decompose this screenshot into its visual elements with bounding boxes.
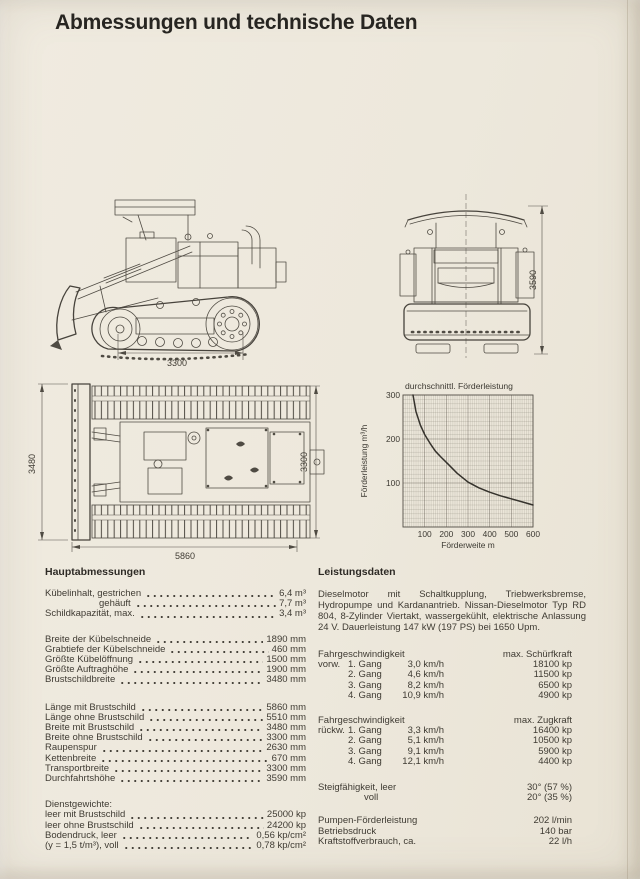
dot-leader: [137, 661, 263, 663]
gear-row: vorw. 1. Gang 3,0 km/h 18100 kp: [318, 659, 572, 671]
dot-leader: [132, 671, 263, 673]
spec-label: Grabtiefe der Kübelschneide: [45, 643, 166, 655]
spec-value: 3590 mm: [266, 773, 306, 785]
spec-value: 5860 mm: [266, 701, 306, 713]
spec-value: 3480 mm: [266, 674, 306, 686]
dot-leader: [147, 739, 264, 741]
spec-value: 1890 mm: [266, 633, 306, 645]
spec-label: Raupenspur: [45, 742, 97, 754]
gear-row: 2. Gang 5,1 km/h 10500 kp: [348, 735, 572, 747]
page-title: Abmessungen und technische Daten: [55, 11, 418, 34]
spec-label: Größte Auftraghöhe: [45, 664, 129, 676]
blade-side: [57, 286, 80, 340]
spec-label: Durchfahrtshöhe: [45, 773, 116, 785]
spec-label: (y = 1,5 t/m³), voll: [45, 840, 119, 852]
side-view-drawing: [40, 182, 340, 374]
gear-row: rückw. 1. Gang 3,3 km/h 16400 kp: [318, 725, 572, 737]
spec-value: 24200 kp: [266, 819, 306, 831]
capacity-group: [45, 589, 306, 620]
gradeability-group: [318, 783, 572, 803]
spec-value: 2630 mm: [266, 742, 306, 754]
spec-label: Breite mit Brustschild: [45, 722, 135, 734]
dot-leader: [138, 827, 264, 829]
spec-value: 25000 kp: [266, 809, 306, 821]
x-tick-label: 300: [461, 529, 475, 539]
machine-body-top: [92, 422, 324, 502]
spec-value: 3300 mm: [266, 762, 306, 774]
engine-description: Dieselmotor mit Schaltkupplung, Triebwerksbremse, Hydropumpe und Kardanantrieb. Nissan-Dieselmotor Typ RD 804, 8-Zylinder Viertakt, wassergekühlt, elektrische Anlassung 24 V. Dauerleistung 147 kW (197 PS) bei 1650 Upm.: [318, 589, 586, 633]
spec-value: 5510 mm: [266, 711, 306, 723]
dim-label-machine-width: 3300: [299, 451, 309, 473]
dot-leader: [121, 837, 254, 839]
x-tick-label: 400: [482, 529, 497, 539]
spec-value: 3480 mm: [266, 722, 306, 734]
spec-label: Größte Kübelöffnung: [45, 654, 134, 666]
gear-row: 2. Gang 4,6 km/h 11500 kp: [348, 669, 572, 681]
dot-leader: [148, 719, 263, 721]
dot-leader: [140, 709, 264, 711]
chart-y-axis-label: Förderleistung m³/h: [359, 424, 369, 498]
dot-leader: [101, 750, 264, 752]
spec-label: gehäuft: [99, 598, 131, 610]
dot-leader: [129, 817, 264, 819]
spec-value: 7,7 m³: [279, 598, 306, 610]
dimension-3590: [528, 206, 548, 354]
chart-x-axis-label: Förderweite m: [441, 540, 495, 550]
spec-label: Kübelinhalt, gestrichen: [45, 588, 142, 599]
spec-row: Pumpen-Förderleistung 202 l/min: [318, 815, 572, 827]
gear-row: 4. Gang 12,1 km/h 4400 kp: [348, 755, 572, 767]
dim-label-overall-length: 5860: [174, 551, 196, 561]
spec-row: [45, 675, 306, 685]
gear-row: 3. Gang 9,1 km/h 5900 kp: [348, 745, 572, 757]
spec-label: Schildkapazität, max.: [45, 608, 135, 620]
spec-value: 3300 mm: [266, 732, 306, 744]
top-view-drawing: [28, 376, 333, 560]
x-tick-label: 200: [439, 529, 454, 539]
spec-label: Brustschildbreite: [45, 674, 116, 686]
spec-label: Bodendruck, leer: [45, 829, 117, 841]
dot-leader: [113, 770, 263, 772]
spec-value: 6,4 m³: [279, 588, 306, 599]
spec-row: [45, 841, 306, 851]
dot-leader: [169, 651, 268, 653]
dot-leader: [155, 641, 263, 643]
spec-value: 670 mm: [271, 752, 306, 764]
section-heading-hauptabmessungen: Hauptabmessungen: [45, 566, 146, 578]
spec-value: 460 mm: [271, 643, 306, 655]
dim-label-track-length: 3300: [166, 358, 188, 368]
spec-row: [45, 589, 306, 599]
machine-dimensions-group: [45, 703, 306, 785]
front-view-drawing: [388, 186, 578, 366]
spec-label: Länge mit Brustschild: [45, 701, 136, 713]
gear-row: 4. Gang 10,9 km/h 4900 kp: [348, 689, 572, 701]
conveying-capacity-chart: [352, 378, 636, 552]
spec-label: Transportbreite: [45, 762, 110, 774]
chart-title: durchschnittl. Förderleistung: [405, 381, 513, 391]
spec-value: 3,4 m³: [279, 608, 306, 620]
spec-value: 0,78 kp/cm²: [256, 840, 306, 852]
performance-data-section: [318, 566, 586, 847]
y-tick-label: 300: [386, 390, 400, 400]
spec-row: [45, 774, 306, 784]
dot-leader: [135, 605, 276, 607]
dot-leader: [119, 682, 263, 684]
dot-leader: [123, 847, 254, 849]
spec-row: Betriebsdruck 140 bar: [318, 825, 572, 837]
spec-label: leer ohne Brustschild: [45, 819, 134, 831]
blade-front: [404, 304, 530, 340]
blade-top: [72, 384, 90, 540]
y-tick-label: 200: [386, 434, 400, 444]
track-band-bottom: [92, 505, 310, 538]
header-right: max. Zugkraft: [513, 715, 572, 727]
dot-leader: [145, 595, 276, 597]
dimension-3480: [27, 384, 68, 540]
y-tick-label: 100: [386, 478, 400, 488]
spec-label: Breite ohne Brustschild: [45, 732, 143, 744]
spec-row: Kraftstoffverbrauch, ca. 22 l/h: [318, 835, 572, 847]
track-band-top: [92, 386, 310, 419]
dot-leader: [100, 760, 268, 762]
weights-heading: Dienstgewichte:: [45, 799, 113, 811]
bucket-dimensions-group: [45, 635, 306, 686]
dimension-5860: [72, 540, 297, 561]
main-dimensions-section: [45, 566, 306, 851]
track-assembly: [92, 297, 259, 351]
dim-label-blade-width: 3480: [27, 453, 37, 475]
spec-value: 0,56 kp/cm²: [256, 829, 306, 841]
spec-label: Länge ohne Brustschild: [45, 711, 145, 723]
dot-leader: [139, 616, 276, 618]
reverse-speeds-table: [318, 716, 572, 767]
spec-label: leer mit Brustschild: [45, 809, 126, 821]
header-right: max. Schürfkraft: [502, 649, 572, 660]
dot-leader: [138, 729, 263, 731]
dot-leader: [119, 780, 263, 782]
spec-row: Steigfähigkeit, leer 30° (57 %): [318, 782, 572, 794]
service-weights-group: [45, 800, 306, 851]
spec-value: 1500 mm: [266, 654, 306, 666]
spec-value: 1900 mm: [266, 664, 306, 676]
header-left: Fahrgeschwindigkeit: [318, 715, 405, 727]
x-tick-label: 600: [526, 529, 540, 539]
gear-row: 3. Gang 8,2 km/h 6500 kp: [348, 679, 572, 691]
spec-label: Kettenbreite: [45, 752, 97, 764]
spec-row: voll 20° (35 %): [364, 792, 572, 804]
spec-row: [45, 609, 306, 619]
forward-speeds-table: [318, 650, 572, 701]
x-tick-label: 500: [504, 529, 519, 539]
dim-label-overall-height: 3590: [528, 269, 538, 291]
header-left: Fahrgeschwindigkeit: [318, 649, 405, 660]
section-heading-leistungsdaten: Leistungsdaten: [318, 566, 396, 578]
x-tick-label: 100: [417, 529, 432, 539]
spec-label: Breite der Kübelschneide: [45, 633, 152, 645]
hydraulics-group: [318, 816, 572, 847]
